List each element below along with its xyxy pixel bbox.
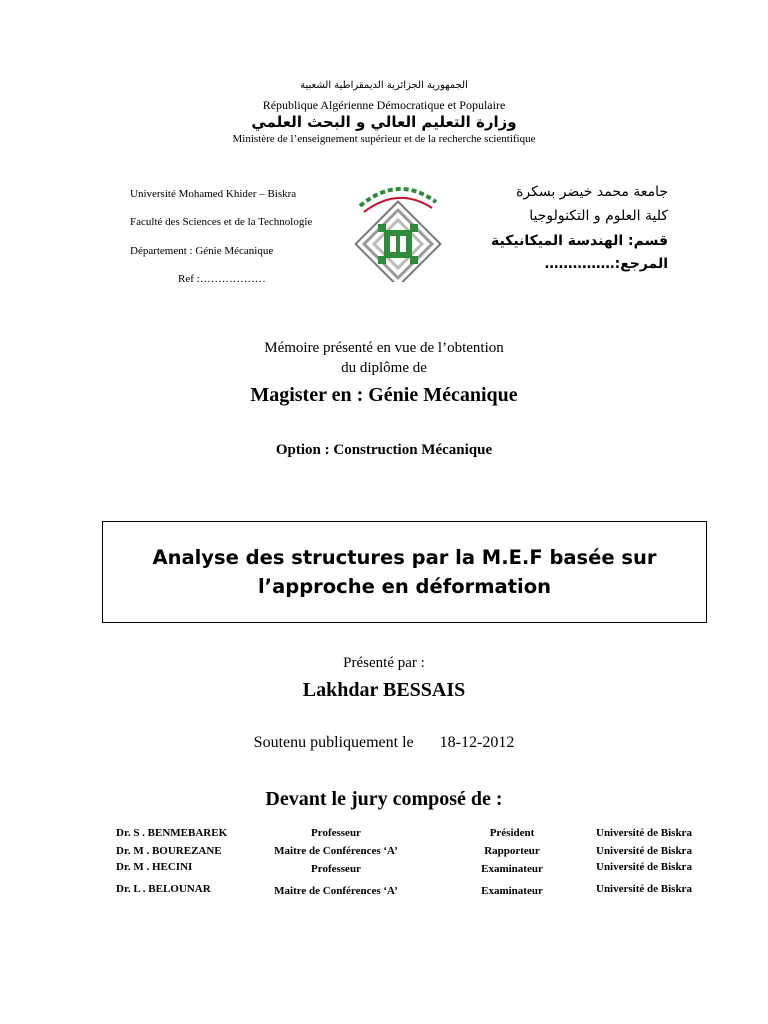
arabic-ministry-title: وزارة التعليم العالي و البحث العلمي — [251, 113, 517, 131]
jury-member-name: Dr. S . BENMEBAREK — [116, 827, 228, 839]
french-republic-title: République Algérienne Démocratique et Populaire — [262, 98, 506, 112]
jury-member-institution: Université de Biskra — [596, 845, 692, 857]
jury-member-role: Examinateur — [481, 885, 543, 897]
jury-member-grade: Professeur — [311, 863, 361, 875]
jury-member-name: Dr. L . BELOUNAR — [116, 883, 211, 895]
jury-title: Devant le jury composé de : — [265, 788, 503, 810]
reference-fr: Ref :……………… — [178, 273, 266, 285]
department-name-fr: Département : Génie Mécanique — [130, 245, 274, 257]
thesis-title-line-1: Analyse des structures par la M.E.F basée sur — [152, 546, 657, 569]
arabic-republic-title: الجمهورية الجزائرية الديمقراطية الشعبية — [300, 80, 468, 91]
thesis-title — [110, 543, 700, 601]
degree-title: Magister en : Génie Mécanique — [250, 384, 518, 406]
university-name-fr: Université Mohamed Khider – Biskra — [130, 188, 297, 200]
jury-member-name: Dr. M . HECINI — [116, 861, 193, 873]
jury-member-institution: Université de Biskra — [596, 861, 692, 873]
faculty-name-fr: Faculté des Sciences et de la Technologie — [130, 216, 313, 228]
thesis-title-line-2: l’approche en déformation — [258, 575, 551, 598]
french-ministry-title: Ministère de l’enseignement supérieur et de la recherche scientifique — [232, 133, 536, 145]
jury-member-role: Rapporteur — [484, 845, 540, 857]
jury-member-name: Dr. M . BOUREZANE — [116, 845, 222, 857]
jury-member-grade: Maitre de Conférences ‘A’ — [274, 845, 398, 857]
jury-member-grade: Professeur — [311, 827, 361, 839]
jury-member-institution: Université de Biskra — [596, 883, 692, 895]
faculty-name-ar: كلية العلوم و التكنولوجيا — [529, 208, 668, 224]
memoire-line-1: Mémoire présenté en vue de l’obtention — [264, 340, 504, 356]
thesis-title-box — [102, 521, 707, 623]
university-name-ar: جامعة محمد خيضر بسكرة — [516, 184, 668, 200]
option-label: Option : Construction Mécanique — [275, 442, 493, 458]
defense-label: Soutenu publiquement le — [253, 734, 414, 751]
memoire-line-2: du diplôme de — [341, 360, 427, 376]
jury-member-institution: Université de Biskra — [596, 827, 692, 839]
presented-by-label: Présenté par : — [343, 655, 425, 671]
jury-member-role: Examinateur — [481, 863, 543, 875]
jury-member-role: Président — [489, 827, 535, 839]
university-biskra-logo-icon — [338, 172, 458, 282]
department-name-ar: قسم: الهندسة الميكانيكية — [491, 233, 668, 249]
defense-line — [0, 734, 768, 752]
reference-ar: المرجع:…………… — [544, 256, 668, 272]
defense-date: 18-12-2012 — [439, 734, 515, 751]
author-name: Lakhdar BESSAIS — [302, 679, 466, 701]
jury-member-grade: Maitre de Conférences ‘A’ — [274, 885, 398, 897]
